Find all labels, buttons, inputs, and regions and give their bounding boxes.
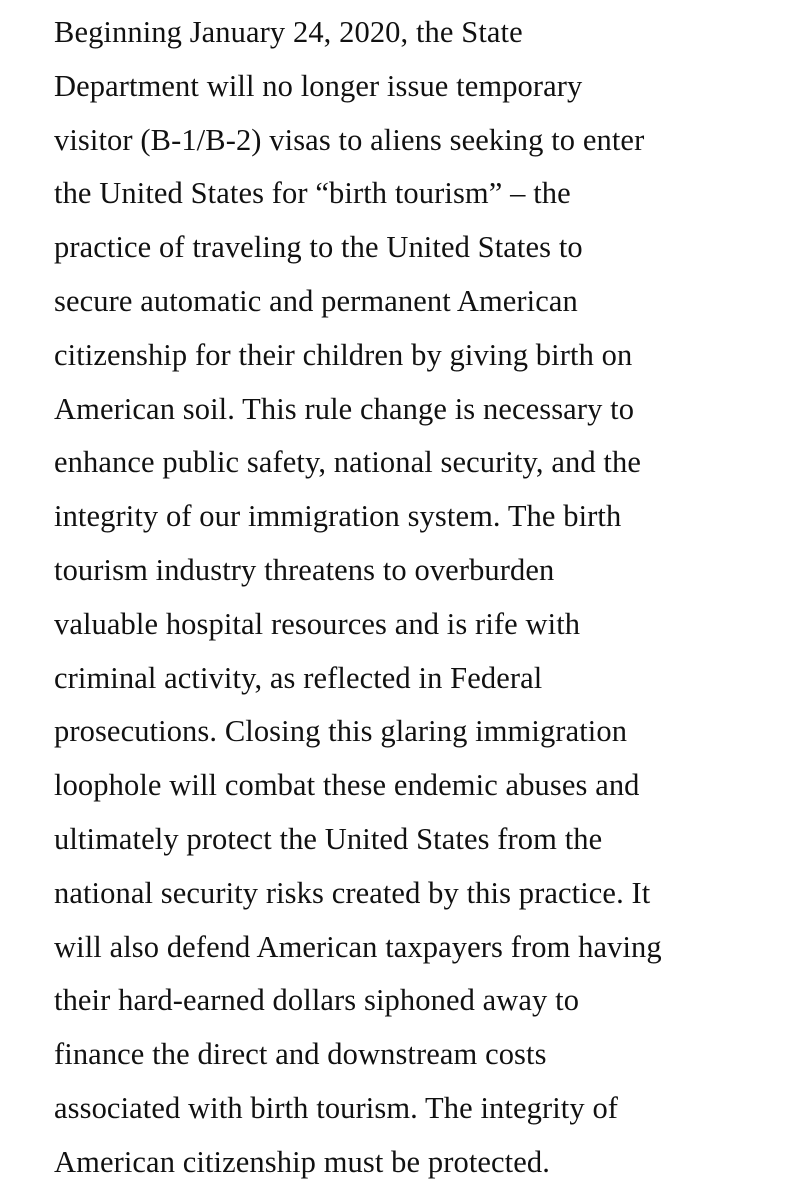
paragraph-line: American soil. This rule change is necessary to [54, 391, 635, 426]
paragraph-line: their hard-earned dollars siphoned away to [54, 983, 580, 1018]
paragraph-line: finance the direct and downstream costs [54, 1037, 547, 1072]
paragraph-line: associated with birth tourism. The integrity of [54, 1090, 619, 1125]
paragraph-line: national security risks created by this practice. It [54, 875, 651, 910]
paragraph-line: tourism industry threatens to overburden [54, 552, 555, 587]
paragraph-line: ultimately protect the United States from the [54, 821, 603, 856]
paragraph-line: American citizenship must be protected. [54, 1144, 550, 1179]
paragraph-line: prosecutions. Closing this glaring immigration [54, 714, 628, 749]
paragraph-line: Department will no longer issue temporary [54, 68, 583, 103]
article-paragraph [54, 6, 785, 1190]
paragraph-line: will also defend American taxpayers from having [54, 929, 662, 964]
paragraph-line: valuable hospital resources and is rife with [54, 606, 581, 641]
paragraph-line: citizenship for their children by giving birth on [54, 337, 633, 372]
paragraph-line: Beginning January 24, 2020, the State [54, 15, 523, 49]
paragraph-line: enhance public safety, national security, and the [54, 445, 641, 480]
paragraph-line: criminal activity, as reflected in Federal [54, 660, 543, 695]
paragraph-line: integrity of our immigration system. The birth [54, 499, 622, 534]
paragraph-line: secure automatic and permanent American [54, 283, 578, 318]
paragraph-line: practice of traveling to the United States to [54, 230, 583, 265]
paragraph-line: loophole will combat these endemic abuses and [54, 768, 640, 803]
paragraph-line: the United States for “birth tourism” – the [54, 176, 571, 211]
paragraph-line: visitor (B-1/B-2) visas to aliens seeking to enter [54, 122, 645, 157]
